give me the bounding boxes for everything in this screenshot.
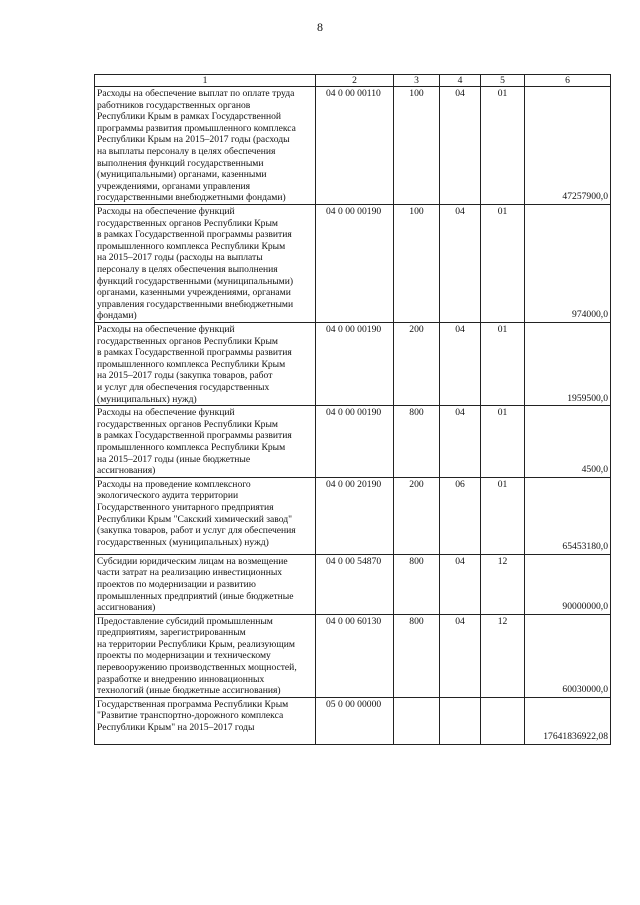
table-row [95, 406, 611, 478]
target-article-code: 04 0 00 00190 [316, 205, 394, 323]
expense-type-code: 100 [394, 87, 440, 205]
table-row [95, 554, 611, 614]
target-article-code: 04 0 00 00190 [316, 323, 394, 406]
column-header: 2 [316, 75, 394, 87]
amount: 60030000,0 [525, 614, 611, 697]
expense-description: Расходы на обеспечение функций государственных органов Республики Крым в рамках Государственной программы развития промышленного комплекса Республики Крым на 2015–2017 годы (закупка товаров, работ и услуг для обеспечения государственных (муниципальных) нужд) [95, 323, 316, 406]
expense-description: Расходы на проведение комплексного экологического аудита территории Государственного унитарного предприятия Республики Крым "Сакский химический завод" (закупка товаров, работ и услуг для обеспечения государственных (муниципальных) нужд) [95, 477, 316, 554]
expense-type-code [394, 697, 440, 744]
table-row [95, 697, 611, 744]
target-article-code: 04 0 00 00110 [316, 87, 394, 205]
table-row [95, 205, 611, 323]
expense-type-code: 200 [394, 477, 440, 554]
subsection-code: 12 [481, 614, 525, 697]
expense-description: Расходы на обеспечение функций государственных органов Республики Крым в рамках Государственной программы развития промышленного комплекса Республики Крым на 2015–2017 годы (расходы на выплаты персоналу в целях обеспечения выполнения функций государственными (муниципальными) органами, казенными учреждениями, органами управления государственными внебюджетными фондами) [95, 205, 316, 323]
expense-type-code: 100 [394, 205, 440, 323]
amount: 1959500,0 [525, 323, 611, 406]
target-article-code: 04 0 00 60130 [316, 614, 394, 697]
subsection-code: 01 [481, 406, 525, 478]
section-code: 06 [440, 477, 481, 554]
section-code: 04 [440, 614, 481, 697]
expense-description: Предоставление субсидий промышленным предприятиям, зарегистрированным на территории Республики Крым, реализующим проекты по модернизации и техническому перевооружению производственных мощностей, разработке и внедрению инновационных технологий (иные бюджетные ассигнования) [95, 614, 316, 697]
section-code: 04 [440, 323, 481, 406]
budget-table [94, 74, 611, 745]
section-code: 04 [440, 406, 481, 478]
expense-type-code: 800 [394, 554, 440, 614]
expense-type-code: 800 [394, 406, 440, 478]
section-code [440, 697, 481, 744]
table-row [95, 87, 611, 205]
expense-description: Субсидии юридическим лицам на возмещение части затрат на реализацию инвестиционных проектов по модернизации и развитию промышленных предприятий (иные бюджетные ассигнования) [95, 554, 316, 614]
table-header-row [95, 75, 611, 87]
amount: 90000000,0 [525, 554, 611, 614]
subsection-code: 01 [481, 323, 525, 406]
table-row [95, 323, 611, 406]
expense-description: Государственная программа Республики Крым "Развитие транспортно-дорожного комплекса Республики Крым" на 2015–2017 годы [95, 697, 316, 744]
target-article-code: 05 0 00 00000 [316, 697, 394, 744]
amount: 4500,0 [525, 406, 611, 478]
expense-type-code: 200 [394, 323, 440, 406]
expense-description: Расходы на обеспечение функций государственных органов Республики Крым в рамках Государственной программы развития промышленного комплекса Республики Крым на 2015–2017 годы (иные бюджетные ассигнования) [95, 406, 316, 478]
column-header: 6 [525, 75, 611, 87]
section-code: 04 [440, 205, 481, 323]
target-article-code: 04 0 00 54870 [316, 554, 394, 614]
subsection-code: 01 [481, 477, 525, 554]
column-header: 5 [481, 75, 525, 87]
amount: 974000,0 [525, 205, 611, 323]
table-row [95, 477, 611, 554]
amount: 65453180,0 [525, 477, 611, 554]
column-header: 4 [440, 75, 481, 87]
target-article-code: 04 0 00 00190 [316, 406, 394, 478]
target-article-code: 04 0 00 20190 [316, 477, 394, 554]
subsection-code [481, 697, 525, 744]
expense-description: Расходы на обеспечение выплат по оплате труда работников государственных органов Республики Крым в рамках Государственной программы развития промышленного комплекса Республики Крым на 2015–2017 годы (расходы на выплаты персоналу в целях обеспечения выполнения функций государственными (муниципальными) органами, казенными учреждениями, органами управления государственными внебюджетными фондами) [95, 87, 316, 205]
page-number: 8 [317, 20, 323, 34]
amount: 47257900,0 [525, 87, 611, 205]
amount: 17641836922,08 [525, 697, 611, 744]
table-row [95, 614, 611, 697]
subsection-code: 01 [481, 205, 525, 323]
column-header: 3 [394, 75, 440, 87]
column-header: 1 [95, 75, 316, 87]
section-code: 04 [440, 87, 481, 205]
section-code: 04 [440, 554, 481, 614]
subsection-code: 01 [481, 87, 525, 205]
subsection-code: 12 [481, 554, 525, 614]
expense-type-code: 800 [394, 614, 440, 697]
